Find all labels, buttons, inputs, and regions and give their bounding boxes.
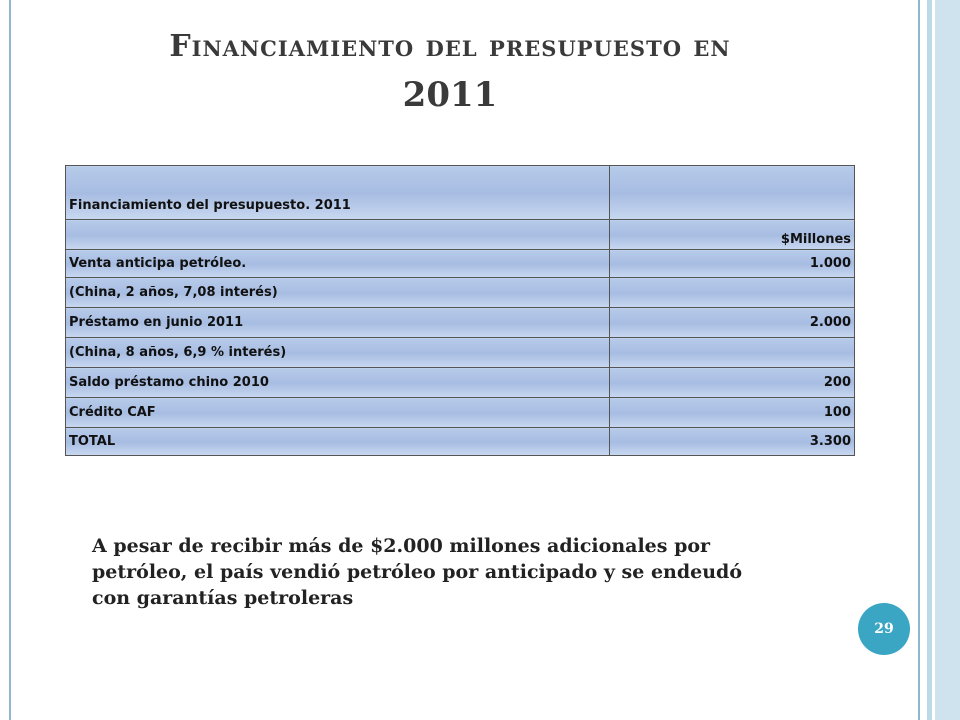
table-header-value [610,166,855,220]
financing-table [65,165,855,456]
table-row-total [66,428,855,456]
table-unit-row [66,220,855,250]
slide-frame-right-band [924,0,960,720]
row-value: 200 [610,368,855,398]
table-row [66,250,855,278]
table-unit-value: $Millones [610,220,855,250]
table-unit-label [66,220,610,250]
slide-title-line1: Financiamiento del presupuesto en [169,29,731,64]
table-header-row [66,166,855,220]
row-label: Saldo préstamo chino 2010 [66,368,610,398]
slide-title-line2: 2011 [402,75,498,115]
table-row [66,338,855,368]
table-row [66,278,855,308]
table-header-label: Financiamiento del presupuesto. 2011 [66,166,610,220]
row-value: 2.000 [610,308,855,338]
table-row [66,398,855,428]
total-label: TOTAL [66,428,610,456]
row-label: (China, 2 años, 7,08 interés) [66,278,610,308]
slide-frame-left-line [9,0,11,720]
row-label: Crédito CAF [66,398,610,428]
total-value: 3.300 [610,428,855,456]
row-value: 100 [610,398,855,428]
table-row [66,308,855,338]
row-value [610,278,855,308]
slide-title [60,22,840,118]
row-label: Préstamo en junio 2011 [66,308,610,338]
row-label: (China, 8 años, 6,9 % interés) [66,338,610,368]
row-value: 1.000 [610,250,855,278]
row-label: Venta anticipa petróleo. [66,250,610,278]
page-number-badge: 29 [858,603,910,655]
table-row [66,368,855,398]
slide-note: A pesar de recibir más de $2.000 millones adicionales por petróleo, el país vendió petróleo por anticipado y se endeudó con garantías petroleras [92,535,743,609]
row-value [610,338,855,368]
slide-frame-right-line [918,0,920,720]
